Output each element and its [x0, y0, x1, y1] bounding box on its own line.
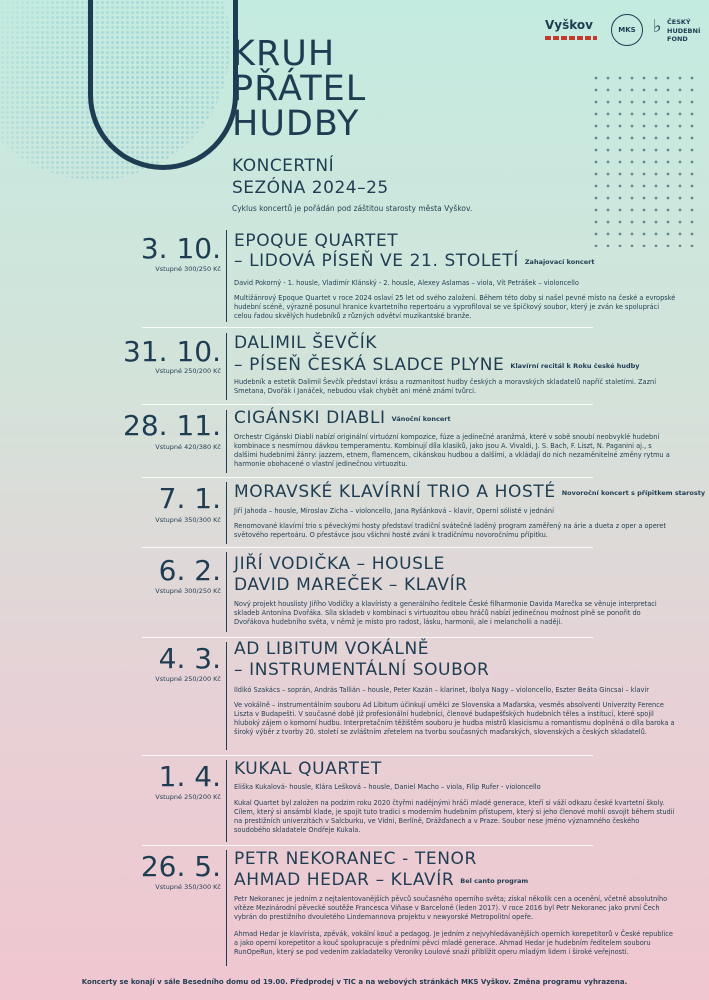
concert-tag: Bel canto program — [460, 877, 529, 885]
chf-logo-icon: ♭ — [653, 16, 662, 37]
patronage-note: Cyklus koncertů je pořádán pod záštitou starosty města Vyškov. — [232, 204, 473, 213]
concert-price: Vstupné 350/300 Kč — [155, 883, 221, 891]
concert-title: AD LIBITUM VOKÁLNĚ — [234, 639, 430, 659]
mks-logo: MKS — [611, 14, 643, 46]
concert-title: EPOQUE QUARTET — [234, 231, 399, 251]
section-divider — [142, 327, 593, 328]
concert-title: MORAVSKÉ KLAVÍRNÍ TRIO A HOSTÉ Novoroční koncert s přípitkem starosty — [234, 482, 706, 502]
season-line-2: SEZÓNA 2024–25 — [232, 178, 389, 198]
concert-title: KUKAL QUARTET — [234, 759, 382, 779]
concert-description: Orchestr Cigánski Diabli nabízí originální virtuózní kompozice, fúze a jedinečné aranžmá, které v sobě snoubí neobvyklé hudební kombinace s nesmírnou dávkou temperamentu. Kombinují díla klasiků, jako jsou A. Vivaldi, J. S. Bach, F. Liszt, N. Paganini aj., s dalšími hudebními žánry: jazzem, etnem, flamencem, cikánskou hudbou a dalšími, a vkládají do nich nezaměnitelné změny rytmu a harmonie obohacené o vlastní jedinečnou virtuozitu. — [234, 433, 670, 468]
concert-description: Nový projekt houslisty Jiřího Vodičky a klavíristy a generálního ředitele České filharmonie Davida Marečka se věnuje interpretaci skladeb Antonína Dvořáka. Síla skladeb v kombinaci s virtuozitou obou hráčů nabízí jedinečnou možnost plně se ponořit do Dvořákova hudebního světa, v němž je místo pro radost, lásku, harmonii, ale i melancholii a naději. — [234, 600, 657, 626]
date-divider — [226, 410, 227, 473]
section-divider — [142, 755, 593, 756]
concert-performers: Eliška Kukalová- housle, Klára Lešková – housle, Daniel Macho – viola, Filip Rufer - violoncello — [234, 783, 541, 791]
date-divider — [226, 642, 227, 750]
concert-title: DALIMIL ŠEVČÍK — [234, 333, 378, 353]
concert-date: 28. 11. — [123, 409, 221, 442]
date-divider — [226, 333, 227, 400]
vyskov-logo-bar — [545, 36, 597, 40]
concert-title: – PÍSEŇ ČESKÁ SLADCE PLYNE Klavírní recitál k Roku české hudby — [234, 355, 640, 375]
concert-date: 3. 10. — [140, 232, 221, 265]
vyskov-logo: Vyškov — [545, 18, 593, 32]
section-divider — [142, 845, 593, 846]
concert-description: Multižánrový Epoque Quartet v roce 2024 oslaví 25 let od svého založení. Během této doby si našel pevné místo na české a evropské hudební scéně, výrazně posunul hranice kvartetního repertoáru a vyprofiloval se ve špičkový soubor, který je zván ke spolupráci celou řadou skvělých hudebníků z různých odvětví muzikantské branže. — [234, 294, 676, 320]
concert-price: Vstupné 250/200 Kč — [155, 675, 221, 683]
date-divider — [226, 230, 227, 322]
title-line-3: HUDBY — [232, 104, 360, 144]
concert-title: JIŘÍ VODIČKA – HOUSLE — [234, 554, 445, 574]
section-divider — [142, 477, 593, 478]
concert-title: PETR NEKORANEC - TENOR — [234, 849, 477, 869]
footer-note: Koncerty se konají v sále Besedního domu od 19.00. Předprodej v TIC a na webových stránkách MKS Vyškov. Změna programu vyhrazena. — [81, 978, 628, 986]
concert-description: Ahmad Hedar je klavírista, zpěvák, vokální kouč a pedagog. Je jedním z nejvyhledávanějších operních korepetitorů v České republice a jako operní korepetitor a kouč spolupracuje s předními pěvci mladé generace. Ahmad Hedar je hudebním ředitelem souboru RunOpeRun, který se pod vedením zakladatelky Veroniky Loulové snaží přiblížit operu mladým lidem i široké veřejnosti. — [234, 930, 673, 956]
concert-title: – INSTRUMENTÁLNÍ SOUBOR — [234, 660, 490, 680]
concert-price: Vstupné 300/250 Kč — [155, 265, 221, 273]
concert-performers: Ildikó Szakács – soprán, András Tallián – housle, Peter Kazán – klarinet, Ibolya Nagy – violoncello, Eszter Beáta Gincsai – klavír — [234, 686, 649, 694]
concert-price: Vstupné 420/380 Kč — [155, 443, 221, 451]
concert-title: CIGÁNSKI DIABLI Vánoční koncert — [234, 408, 451, 428]
section-divider — [142, 547, 593, 548]
concert-tag: Novoroční koncert s přípitkem starosty — [561, 489, 706, 497]
ring-decoration — [88, 0, 238, 170]
partner-logos — [545, 14, 705, 60]
concert-title: – LIDOVÁ PÍSEŇ VE 21. STOLETÍ Zahajovací koncert — [234, 251, 595, 271]
concert-date: 1. 4. — [158, 760, 221, 793]
concert-tag: Vánoční koncert — [391, 415, 451, 423]
concert-price: Vstupné 300/250 Kč — [155, 587, 221, 595]
concert-price: Vstupné 350/300 Kč — [155, 516, 221, 524]
title-line-2: PŘÁTEL — [232, 69, 367, 109]
concert-title: DAVID MAREČEK – KLAVÍR — [234, 575, 468, 595]
concert-description: Kukal Quartet byl založen na podzim roku 2020 čtyřmi nadějnými hráči mladé generace, kteří si váží odkazu české kvartetní školy. Cílem, který si ansámbl klade, je spojit tuto tradici s moderním hudebním přístupem, který si jeho členové mohli osvojit během studií na prestižních univerzitách v Salcburku, ve Vídni, Berlíně, Drážďanech a v Praze. Soubor nese jméno významného českého soudobého skladatele Ondřeje Kukala. — [234, 799, 675, 834]
concert-price: Vstupné 250/200 Kč — [155, 367, 221, 375]
concert-description: Renomované klavírní trio s pěveckými hosty představí tradiční svátečně laděný program zaměřený na árie a dueta z oper a operet světového repertoáru. O přestávce jsou všichni hosté zváni k tradičnímu novoročnímu přípitku. — [234, 522, 666, 539]
date-divider — [226, 482, 227, 544]
concert-date: 6. 2. — [158, 554, 221, 587]
concert-date: 4. 3. — [158, 642, 221, 675]
concert-price: Vstupné 250/200 Kč — [155, 793, 221, 801]
date-divider — [226, 850, 227, 966]
concert-date: 31. 10. — [123, 335, 221, 368]
title-line-1: KRUH — [232, 34, 336, 74]
date-divider — [226, 760, 227, 842]
season-line-1: KONCERTNÍ — [232, 156, 335, 176]
date-divider — [226, 552, 227, 632]
concert-date: 7. 1. — [158, 482, 221, 515]
concert-description: Ve vokálně – instrumentálním souboru Ad Libitum účinkují umělci ze Slovenska a Maďarska, vesměs absolventi Univerzity Ference Liszta v Budapešti. V současné době již profesionální hudebníci, členové budapešťských hudebních těles a institucí, které spojil hluboký zájem o komorní hudbu. Interpretačním těžištěm souboru je hudba mistrů klasicismu a romantismu doplněná o díla baroka a široký výběr z tvorby 20. století se zvláštním zřetelem na tvorbu současných maďarských, slovenských a českých skladatelů. — [234, 701, 675, 736]
concert-performers: Jiří Jahoda – housle, Miroslav Zicha – violoncello, Jana Ryšánková – klavír, Operní sólisté v jednání — [234, 507, 554, 515]
chf-logo: ČESKÝ HUDEBNÍ FOND — [667, 18, 701, 43]
section-divider — [142, 637, 593, 638]
section-divider — [142, 404, 593, 405]
concert-date: 26. 5. — [140, 850, 221, 883]
concert-tag: Klavírní recitál k Roku české hudby — [510, 362, 640, 370]
concert-description: Hudebník a estetik Dalimil Ševčík představí krásu a rozmanitost hudby českých a moravských skladatelů napříč staletími. Zazní Smetana, Dvořák i Janáček, nebudou však chybět ani méně známí tvůrci. — [234, 378, 657, 395]
concert-title: AHMAD HEDAR – KLAVÍR Bel canto program — [234, 870, 529, 890]
concert-tag: Zahajovací koncert — [524, 258, 595, 266]
concert-description: Petr Nekoranec je jedním z nejtalentovanějších pěvců současného operního světa; získal několik cen a ocenění, včetně absolutního vítěze Mezinárodní pěvecké soutěže Francesca Viñase v Barceloně (leden 2017). V roce 2016 byl Petr Nekoranec jako první Čech vybrán do prestižního dvouletého Lindemannova projektu v newyorské Metropolitní opeře. — [234, 895, 668, 921]
concert-performers: David Pokorný - 1. housle, Vladimír Klánský - 2. housle, Alexey Aslamas – viola, Vít Petrášek – violoncello — [234, 279, 579, 287]
dot-grid-decoration — [590, 72, 702, 247]
